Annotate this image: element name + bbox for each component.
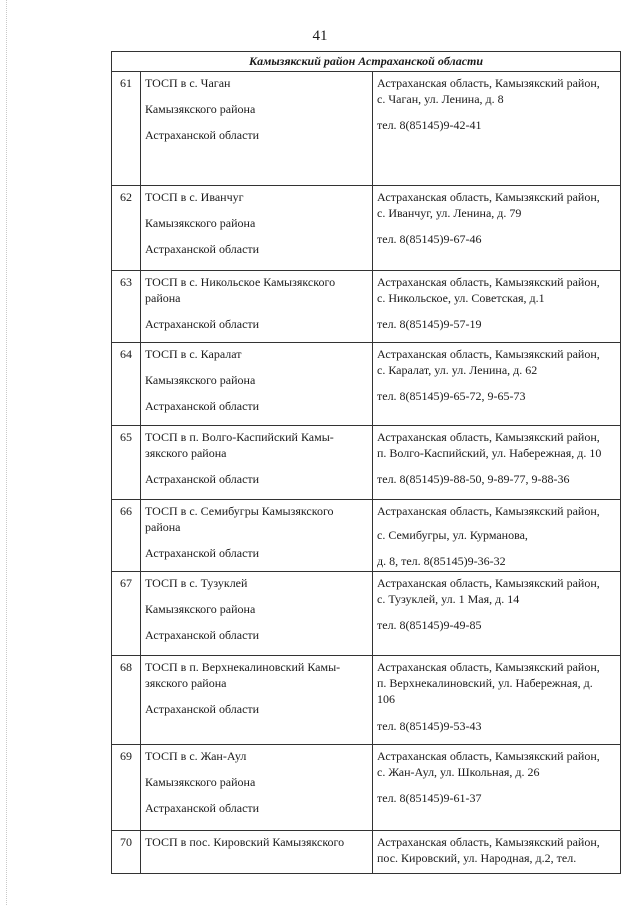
row-number: 66	[112, 500, 141, 572]
table-row	[112, 745, 621, 831]
row-number: 68	[112, 656, 141, 745]
branch-address: Астраханская область, Камызякский район, п. Волго-Каспийский, ул. Набережная, д. 10 тел. 8(85145)9-88-50, 9-89-77, 9-88-36	[373, 426, 621, 500]
page-number: 41	[312, 28, 328, 44]
row-number: 70	[112, 831, 141, 874]
row-number: 62	[112, 186, 141, 271]
branch-address: Астраханская область, Камызякский район, пос. Кировский, ул. Народная, д.2, тел.	[373, 831, 621, 874]
branch-address: Астраханская область, Камызякский район, с. Никольское, ул. Советская, д.1 тел. 8(85145)9-57-19	[373, 271, 621, 343]
table-row	[112, 500, 621, 572]
branch-name: ТОСП в с. Никольское Камызякского района Астраханской области	[141, 271, 373, 343]
table-row	[112, 186, 621, 271]
row-number: 64	[112, 343, 141, 426]
branch-name: ТОСП в с. Тузуклей Камызякского района Астраханской области	[141, 572, 373, 656]
branch-name: ТОСП в с. Иванчуг Камызякского района Астраханской области	[141, 186, 373, 271]
branch-address: Астраханская область, Камызякский район, с. Тузуклей, ул. 1 Мая, д. 14 тел. 8(85145)9-49-85	[373, 572, 621, 656]
branch-name: ТОСП в с. Каралат Камызякского района Астраханской области	[141, 343, 373, 426]
row-number: 61	[112, 72, 141, 186]
table-row	[112, 343, 621, 426]
branch-address: Астраханская область, Камызякский район, п. Верхнекалиновский, ул. Набережная, д. 106 тел. 8(85145)9-53-43	[373, 656, 621, 745]
branch-address: Астраханская область, Камызякский район, с. Каралат, ул. ул. Ленина, д. 62 тел. 8(85145)9-65-72, 9-65-73	[373, 343, 621, 426]
table-row	[112, 572, 621, 656]
row-number: 63	[112, 271, 141, 343]
binding-margin-marks	[6, 0, 9, 905]
branch-name: ТОСП в п. Волго-Каспийский Камы- зякского района Астраханской области	[141, 426, 373, 500]
table-row	[112, 656, 621, 745]
table-header-row	[112, 52, 621, 72]
table-row	[112, 72, 621, 186]
branch-address: Астраханская область, Камызякский район, с. Чаган, ул. Ленина, д. 8 тел. 8(85145)9-42-41	[373, 72, 621, 186]
row-number: 65	[112, 426, 141, 500]
row-number: 67	[112, 572, 141, 656]
table-row	[112, 271, 621, 343]
table-row	[112, 831, 621, 874]
district-header: Камызякский район Астраханской области	[112, 52, 621, 72]
branch-address: Астраханская область, Камызякский район, с. Иванчуг, ул. Ленина, д. 79 тел. 8(85145)9-67-46	[373, 186, 621, 271]
branch-name: ТОСП в с. Чаган Камызякского района Астраханской области	[141, 72, 373, 186]
branch-name: ТОСП в с. Жан-Аул Камызякского района Астраханской области	[141, 745, 373, 831]
branch-name: ТОСП в с. Семибугры Камызякского района Астраханской области	[141, 500, 373, 572]
branches-table	[111, 51, 621, 874]
branch-name: ТОСП в пос. Кировский Камызякского	[141, 831, 373, 874]
branch-address: Астраханская область, Камызякский район, с. Жан-Аул, ул. Школьная, д. 26 тел. 8(85145)9-61-37	[373, 745, 621, 831]
branch-name: ТОСП в п. Верхнекалиновский Камы- зякского района Астраханской области	[141, 656, 373, 745]
table-row	[112, 426, 621, 500]
row-number: 69	[112, 745, 141, 831]
branch-address: Астраханская область, Камызякский район, с. Семибугры, ул. Курманова, д. 8, тел. 8(85145)9-36-32	[373, 500, 621, 572]
